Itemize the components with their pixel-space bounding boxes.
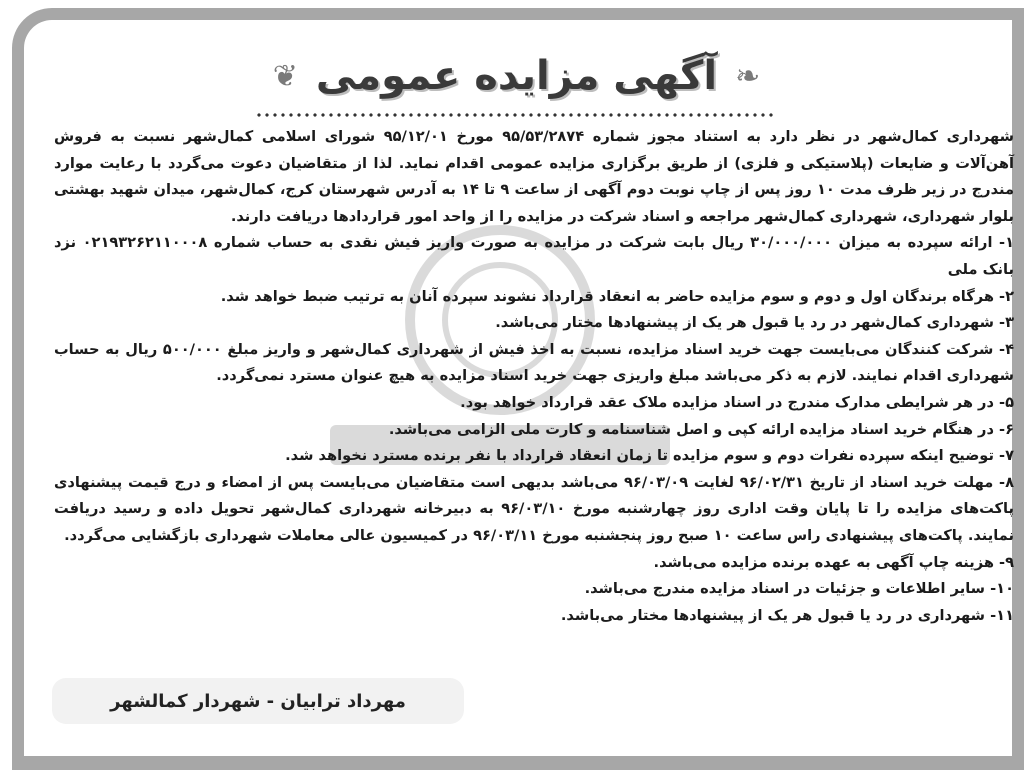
notice-item: ۸- مهلت خرید اسناد از تاریخ ۹۶/۰۲/۳۱ لغایت ۹۶/۰۳/۰۹ می‌باشد بدیهی است متقاضیان می‌بایست پس از امضاء و درج قیمت پیشنهادی پاکت‌های مزایده را تا پایان وقت اداری روز چهارشنبه مورخ ۹۶/۰۳/۱۰ به دبیرخانه شهرداری کمال‌شهر تحویل داده و رسید دریافت نمایند. پاکت‌های پیشنهادی راس ساعت ۱۰ صبح روز پنجشنبه مورخ ۹۶/۰۳/۱۱ در کمیسیون عالی معاملات شهرداری بازگشایی می‌گردد. bbox=[54, 473, 1015, 544]
notice-item: ۵- در هر شرایطی مدارک مندرج در اسناد مزایده ملاک عقد قرارداد خواهد بود. bbox=[460, 393, 1014, 411]
notice-item: ۹- هزینه چاپ آگهی به عهده برنده مزایده می‌باشد. bbox=[653, 553, 1014, 571]
notice-item: ۱- ارائه سپرده به میزان ۳۰/۰۰۰/۰۰۰ ریال بابت شرکت در مزایده به صورت واریز فیش نقدی به حساب شماره ۰۲۱۹۳۲۶۲۱۱۰۰۰۸ نزد بانک ملی bbox=[54, 234, 1014, 278]
signature-text: مهرداد ترابیان - شهردار کمالشهر bbox=[110, 690, 406, 712]
notice-item: ۶- در هنگام خرید اسناد مزایده ارائه کپی و اصل شناسنامه و کارت ملی الزامی می‌باشد. bbox=[388, 420, 1014, 438]
signature-box bbox=[52, 678, 464, 724]
notice-item: ۷- توضیح اینکه سپرده نفرات دوم و سوم مزایده تا زمان انعقاد قرارداد با نفر برنده مسترد نخواهد شد. bbox=[285, 447, 1014, 465]
notice-item: ۱۰- سایر اطلاعات و جزئیات در اسناد مزایده مندرج می‌باشد. bbox=[584, 580, 1014, 598]
dotted-divider bbox=[255, 112, 775, 118]
ornament-left-icon: ❦ bbox=[272, 58, 298, 94]
notice-item: ۱۱- شهرداری در رد یا قبول هر یک از پیشنهادها مختار می‌باشد. bbox=[560, 606, 1014, 624]
title-bar bbox=[0, 46, 1033, 106]
notice-intro: شهرداری کمال‌شهر در نظر دارد به استناد مجوز شماره ۹۵/۵۳/۲۸۷۴ مورخ ۹۵/۱۲/۰۱ شورای اسلامی کمال‌شهر نسبت به فروش آهن‌آلات و ضایعات (پلاستیکی و فلزی) از طریق برگزاری مزایده عمومی اقدام نماید. لذا از متقاضیان دعوت می‌گردد با رعایت موارد مندرج در زیر ظرف مدت ۱۰ روز پس از چاپ نوبت دوم آگهی از ساعت ۹ تا ۱۴ به آدرس شهرستان کرج، کمال‌شهر، میدان شهید بهشتی بلوار شهرداری، شهرداری کمال‌شهر مراجعه و اسناد شرکت در مزایده را از واحد امور قراردادها دریافت دارند. bbox=[54, 128, 1014, 225]
notice-item: ۴- شرکت کنندگان می‌بایست جهت خرید اسناد مزایده، نسبت به اخذ فیش از شهرداری کمال‌شهر و واریز مبلغ ۵۰۰/۰۰۰ ریال به حساب شهرداری اقدام نمایند. لازم به ذکر می‌باشد مبلغ واریزی جهت خرید اسناد مزایده به هیچ عنوان مسترد نمی‌گردد. bbox=[54, 340, 1014, 385]
notice-body bbox=[54, 124, 1014, 629]
notice-item: ۳- شهرداری کمال‌شهر در رد یا قبول هر یک از پیشنهادها مختار می‌باشد. bbox=[495, 314, 1014, 332]
ornament-right-icon: ❧ bbox=[735, 58, 761, 94]
notice-title: آگهی مزایده عمومی bbox=[315, 53, 718, 99]
notice-item: ۲- هرگاه برندگان اول و دوم و سوم مزایده حاضر به انعقاد قرارداد نشوند سپرده آنان به ترتیب ضبط خواهد شد. bbox=[220, 287, 1014, 305]
